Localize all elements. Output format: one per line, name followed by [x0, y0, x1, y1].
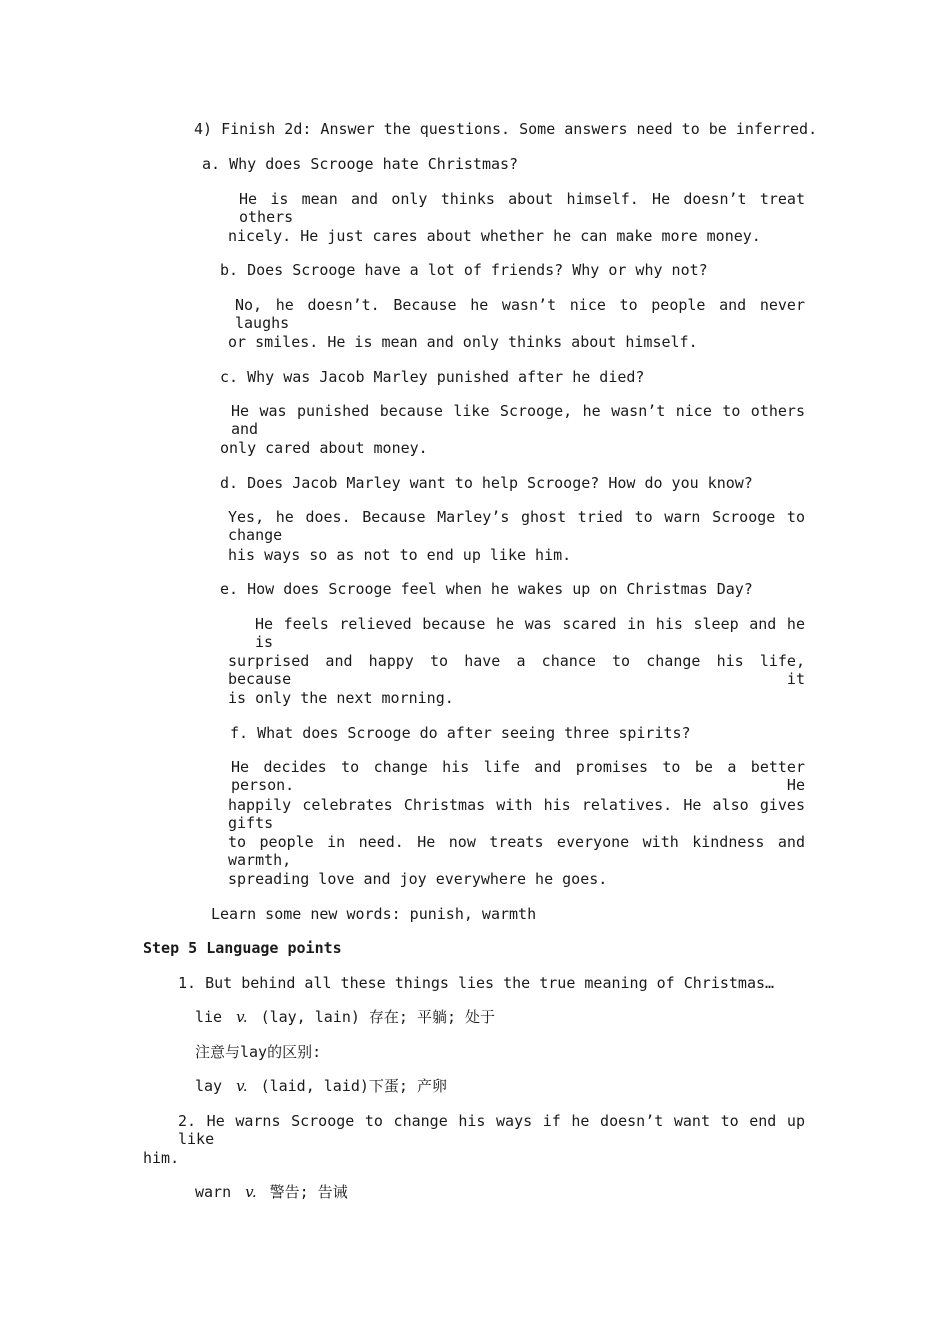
warn-pos: v. [245, 1183, 257, 1201]
question-d: d. Does Jacob Marley want to help Scrooge? How do you know? [220, 474, 753, 492]
answer-f-line4: spreading love and joy everywhere he goes. [228, 870, 608, 888]
answer-e-line1: He feels relieved because he was scared in his sleep and he is [255, 615, 805, 651]
lay-note: 注意与lay的区别: [195, 1043, 322, 1061]
question-e: e. How does Scrooge feel when he wakes up on Christmas Day? [220, 580, 753, 598]
warn-word: warn [195, 1183, 232, 1201]
lay-definition: (laid, laid)下蛋; 产卵 [260, 1077, 447, 1095]
step5-heading: Step 5 Language points [143, 939, 342, 957]
lie-word: lie [195, 1008, 223, 1026]
lay-word: lay [195, 1077, 223, 1095]
answer-d-line1: Yes, he does. Because Marley’s ghost tried to warn Scrooge to change [228, 508, 805, 544]
answer-c-line2: only cared about money. [220, 439, 428, 457]
section-heading-2d: 4) Finish 2d: Answer the questions. Some answers need to be inferred. [194, 120, 818, 138]
point-2-line2: him. [143, 1149, 180, 1167]
answer-c-line1: He was punished because like Scrooge, he wasn’t nice to others and [231, 402, 805, 438]
answer-f-line2: happily celebrates Christmas with his relatives. He also gives gifts [228, 796, 805, 832]
answer-b-line1: No, he doesn’t. Because he wasn’t nice to people and never laughs [235, 296, 805, 332]
lie-definition: (lay, lain) 存在; 平躺; 处于 [260, 1008, 496, 1026]
point-2-line1: 2. He warns Scrooge to change his ways if he doesn’t want to end up like [178, 1112, 805, 1148]
point-1: 1. But behind all these things lies the true meaning of Christmas… [178, 974, 775, 992]
answer-d-line2: his ways so as not to end up like him. [228, 546, 572, 564]
question-f: f. What does Scrooge do after seeing three spirits? [230, 724, 691, 742]
new-words-note: Learn some new words: punish, warmth [211, 905, 537, 923]
question-a: a. Why does Scrooge hate Christmas? [202, 155, 519, 173]
lie-entry [195, 1008, 495, 1026]
answer-b-line2: or smiles. He is mean and only thinks about himself. [228, 333, 698, 351]
question-b: b. Does Scrooge have a lot of friends? Why or why not? [220, 261, 708, 279]
answer-f-line3: to people in need. He now treats everyone with kindness and warmth, [228, 833, 805, 869]
lay-pos: v. [236, 1077, 248, 1095]
question-c: c. Why was Jacob Marley punished after he died? [220, 368, 645, 386]
answer-a-line2: nicely. He just cares about whether he can make more money. [228, 227, 761, 245]
lie-pos: v. [236, 1008, 248, 1026]
answer-a-line1: He is mean and only thinks about himself. He doesn’t treat others [239, 190, 805, 226]
warn-entry [195, 1183, 348, 1201]
lay-entry [195, 1077, 447, 1095]
answer-f-line1: He decides to change his life and promises to be a better person. He [231, 758, 805, 794]
answer-e-line2: surprised and happy to have a chance to change his life, because it [228, 652, 805, 688]
warn-definition: 警告; 告诫 [269, 1183, 348, 1201]
answer-e-line3: is only the next morning. [228, 689, 454, 707]
